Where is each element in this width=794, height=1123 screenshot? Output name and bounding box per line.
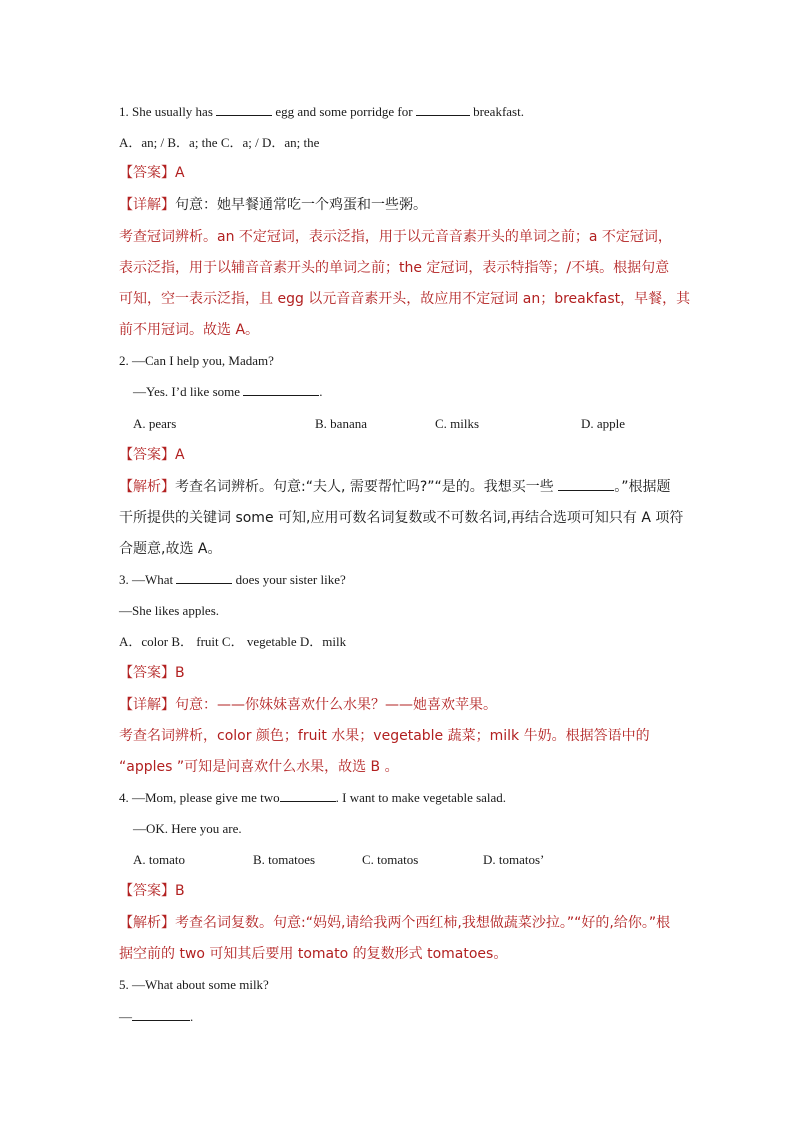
- q5-blank: [132, 1008, 190, 1021]
- q1-blank-1: [216, 103, 272, 116]
- q4-blank: [280, 789, 336, 802]
- q3-answer: 【答案】B: [119, 665, 185, 681]
- q4-option-a: A. tomato: [133, 852, 185, 867]
- q2-analysis-blank: [558, 478, 614, 491]
- q2-analysis-line: 【解析】考查名词辨析。句意:“夫人, 需要帮忙吗?”“是的。我想买一些 。”根据题: [119, 479, 671, 495]
- q4-analysis-line: 据空前的 two 可知其后要用 tomato 的复数形式 tomatoes。: [119, 946, 508, 962]
- q2-option-d: D. apple: [581, 416, 626, 431]
- q1-analysis-line: 考查冠词辨析。an 不定冠词，表示泛指，用于以元音音素开头的单词之前；a 不定冠词，: [119, 229, 672, 245]
- q1-analysis-line: 可知，空一表示泛指，且 egg 以元音音素开头，故应用不定冠词 an；breakfast，早餐，其: [119, 291, 691, 307]
- q4-line-2: —OK. Here you are.: [133, 821, 242, 836]
- q1-detail: 【详解】句意：她早餐通常吃一个鸡蛋和一些粥。: [119, 197, 427, 213]
- q4-option-b: B. tomatoes: [253, 852, 316, 867]
- q5-line-1: 5. —What about some milk?: [119, 977, 269, 992]
- q4-answer: 【答案】B: [119, 883, 185, 899]
- q3-detail: 【详解】句意：——你妹妹喜欢什么水果？——她喜欢苹果。: [119, 697, 497, 713]
- q4-line-1: 4. —Mom, please give me two . I want to make vegetable salad.: [119, 790, 507, 805]
- q3-options: A．color B． fruit C． vegetable D．milk: [119, 634, 347, 649]
- q2-blank: [243, 383, 319, 396]
- q4-analysis-line: 【解析】考查名词复数。句意:“妈妈,请给我两个西红柿,我想做蔬菜沙拉。”“好的,给你。”根: [119, 915, 671, 931]
- q2-line-2: —Yes. I’d like some .: [133, 384, 323, 399]
- q2-line-1: 2. —Can I help you, Madam?: [119, 353, 274, 368]
- q1-options: A．an; / B．a; the C．a; / D．an; the: [119, 135, 320, 150]
- q4-option-c: C. tomatos: [362, 852, 419, 867]
- q2-option-b: B. banana: [315, 416, 367, 431]
- q2-option-a: A. pears: [133, 416, 177, 431]
- q3-line-2: —She likes apples.: [119, 603, 220, 618]
- q4-option-d: D. tomatos’: [483, 852, 545, 867]
- q2-option-c: C. milks: [435, 416, 480, 431]
- q1-blank-2: [416, 103, 470, 116]
- q3-blank: [176, 571, 232, 584]
- q1-answer: 【答案】A: [119, 165, 185, 181]
- q3-analysis-line: 考查名词辨析，color 颜色；fruit 水果；vegetable 蔬菜；milk 牛奶。根据答语中的: [119, 728, 650, 744]
- q2-answer: 【答案】A: [119, 447, 185, 463]
- q5-line-2: — .: [119, 1009, 194, 1024]
- q3-analysis-line: “apples ”可知是问喜欢什么水果，故选 B 。: [119, 759, 399, 775]
- q2-analysis-line: 合题意,故选 A。: [119, 541, 222, 557]
- q1-analysis-line: 前不用冠词。故选 A。: [119, 322, 260, 338]
- q2-analysis-line: 干所提供的关键词 some 可知,应用可数名词复数或不可数名词,再结合选项可知只有 A 项符: [119, 510, 684, 526]
- q1-stem: 1. She usually has egg and some porridge for breakfast.: [119, 104, 524, 119]
- q1-analysis-line: 表示泛指，用于以辅音音素开头的单词之前；the 定冠词，表示特指等；/不填。根据句意: [119, 260, 670, 276]
- q3-line-1: 3. —What does your sister like?: [119, 572, 346, 587]
